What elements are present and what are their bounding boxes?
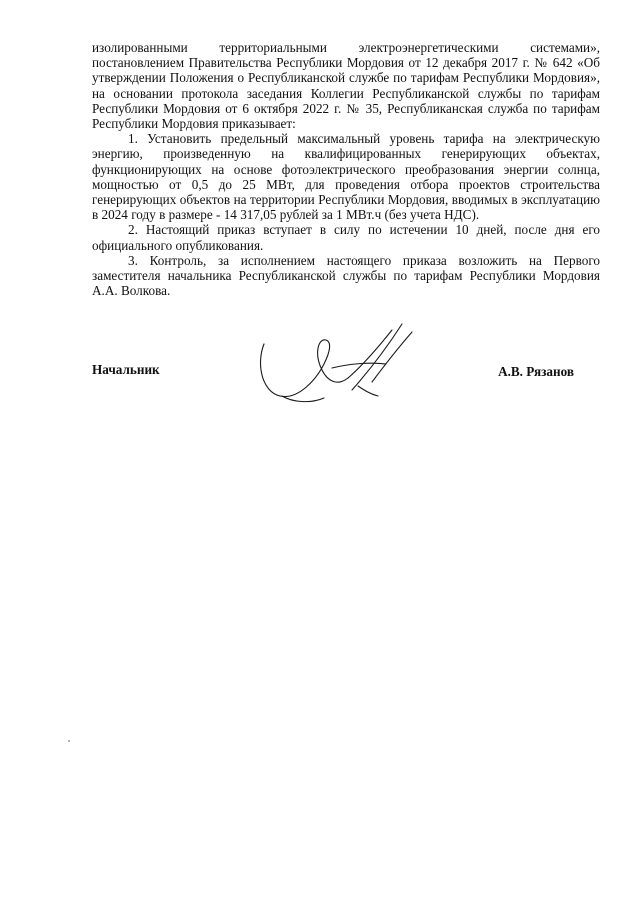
signatory-title: Начальник [92, 362, 160, 377]
intro-paragraph: изолированными территориальными электроэнергетическими системами», постановлением Правительства Республики Мордовия от 12 декабря 2017 г. № 642 «Об утверждении Положения о Республиканской службе по тарифам Республики Мордовия», на основании протокола заседания Коллегии Республиканской службы по тарифам Республики Мордовия от 6 октября 2022 г. № 35, Республиканская служба по тарифам Республики Мордовия приказывает: [92, 40, 600, 132]
scan-artifact-dot [68, 740, 70, 742]
document-body [92, 40, 600, 298]
handwritten-signature [252, 320, 422, 410]
signatory-name: А.В. Рязанов [498, 364, 574, 379]
clause-2-paragraph: 2. Настоящий приказ вступает в силу по истечении 10 дней, после дня его официального опубликования. [92, 222, 600, 253]
signature-block [92, 320, 600, 420]
clause-3-paragraph: 3. Контроль, за исполнением настоящего приказа возложить на Первого заместителя начальника Республиканской службы по тарифам Республики Мордовия А.А. Волкова. [92, 252, 600, 299]
clause-1-paragraph: 1. Установить предельный максимальный уровень тарифа на электрическую энергию, произведенную на квалифицированных генерирующих объектах, функционирующих на основе фотоэлектрического преобразования энергии солнца, мощностью от 0,5 до 25 МВт, для проведения отбора проектов строительства генерирующих объектов на территории Республики Мордовия, вводимых в эксплуатацию в 2024 году в размере - 14 317,05 рублей за 1 МВт.ч (без учета НДС). [92, 131, 600, 223]
